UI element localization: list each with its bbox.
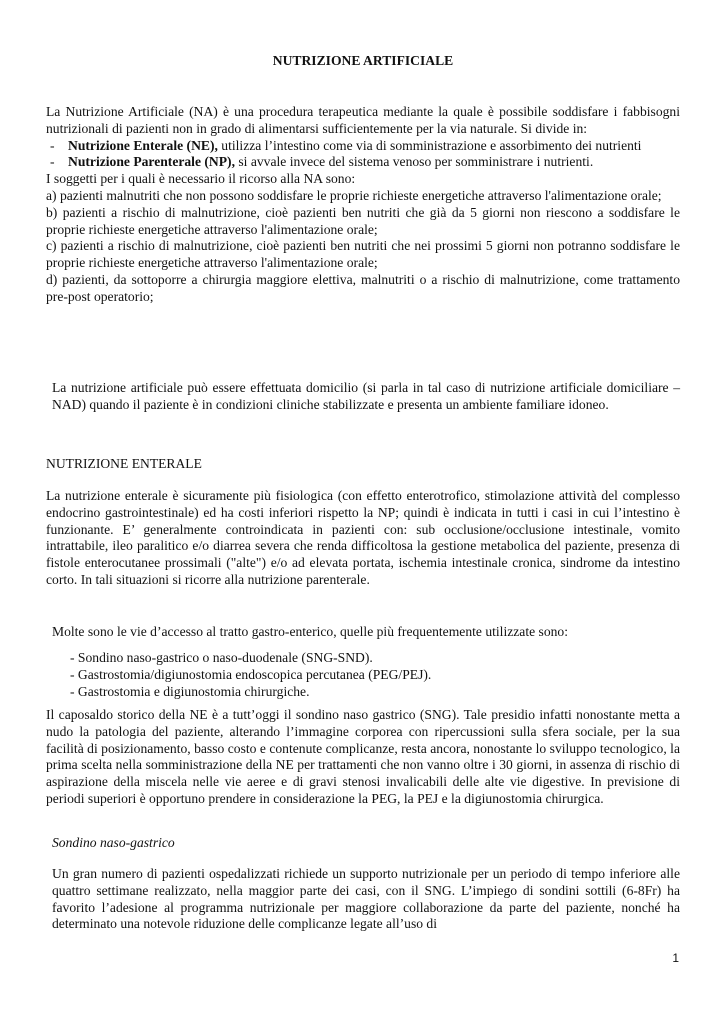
soggetti-item-a: a) pazienti malnutriti che non possono soddisfare le proprie richieste energetiche attraverso l'alimentazione orale; — [46, 187, 662, 203]
page-number: 1 — [672, 951, 679, 965]
soggetti-item-d: d) pazienti, da sottoporre a chirurgia maggiore elettiva, malnutriti o a rischio di malnutrizione, come trattamento pre-post operatorio; — [46, 271, 680, 304]
nad-paragraph: La nutrizione artificiale può essere effettuata domicilio (si parla in tal caso di nutrizione artificiale domiciliare –NAD) quando il paziente è in condizioni cliniche stabilizzate e presenta un ambiente familiare idoneo. — [52, 380, 680, 412]
na-type-term: Nutrizione Enterale (NE), — [68, 137, 218, 153]
na-type-term: Nutrizione Parenterale (NP), — [68, 154, 235, 170]
sondino-paragraph: Un gran numero di pazienti ospedalizzati richiede un supporto nutrizionale per un periodo di tempo inferiore alle quattro settimane realizzato, nella maggior parte dei casi, con il SNG. L’impiego di sondini sottili (6-8Fr) ha favorito l’adesione al programma nutrizionale per maggiore collaborazione da parte del paziente, nonché ha determinato una notevole riduzione delle complicanze legate all’uso di — [52, 866, 680, 932]
enterale-paragraph: La nutrizione enterale è sicuramente più fisiologica (con effetto enterotrofico, stimolazione attività del complesso endocrino gastrointestinale) ed ha costi inferiori rispetto la NP; quindi è indicata in tutti i casi in cui l’intestino è funzionante. E’ generalmente controindicata in pazienti con: sub occlusione/occlusione intestinale, vomito intrattabile, ileo paralitico e/o diarrea severa che renda difficoltosa la gestione metabolica del paziente, presenza di fistole enterocutanee prossimali ("alte") e/o ad elevata portata, ischemia intestinale cronica, sindrome da intestino corto. In tali situazioni si ricorre alla nutrizione parenterale. — [46, 488, 680, 587]
vie-accesso-intro: Molte sono le vie d’accesso al tratto gastro-enterico, quelle più frequentemente utilizzate sono: — [52, 624, 568, 639]
na-types-list — [46, 138, 680, 172]
soggetti-item-b: b) pazienti a rischio di malnutrizione, cioè pazienti ben nutriti che già da 5 giorni non riescono a soddisfare le proprie richieste energetiche attraverso l'alimentazione orale; — [46, 204, 680, 237]
na-type-item-enterale: - Nutrizione Enterale (NE), utilizza l’intestino come via di somministrazione e assorbimento dei nutrienti — [50, 137, 642, 153]
intro-paragraph: La Nutrizione Artificiale (NA) è una procedura terapeutica mediante la quale è possibile soddisfare i fabbisogni nutrizionali di pazienti non in grado di alimentarsi sufficientemente per la via naturale. Si divide in: — [46, 104, 680, 136]
na-type-desc: si avvale invece del sistema venoso per somministrare i nutrienti. — [234, 154, 594, 170]
intro-section — [46, 104, 680, 306]
vie-accesso-item: - Sondino naso-gastrico o naso-duodenale (SNG-SND). — [70, 650, 373, 665]
na-type-item-parenterale: - Nutrizione Parenterale (NP), si avvale invece del sistema venoso per somministrare i nutrienti. — [50, 154, 594, 170]
section-heading-sondino: Sondino naso-gastrico — [52, 835, 175, 850]
sng-paragraph: Il caposaldo storico della NE è a tutt’oggi il sondino naso gastrico (SNG). Tale presidio infatti nonostante metta a nudo la patologia del paziente, alterando l’immagine corporea con ripercussioni sulla sfera sociale, per la sua facilità di posizionamento, basso costo e contenute complicanze, resta ancora, nonostante lo sviluppo tecnologico, la prima scelta nella somministrazione della NE per trattamenti che non vanno oltre i 30 giorni, in assenza di rischio di aspirazione della miscela nelle vie aeree e di gravi stenosi invalicabili delle alte vie digestive. In previsione di periodi superiori è opportuno prendere in considerazione la PEG, la PEJ e la digiunostomia chirurgica. — [46, 707, 680, 806]
vie-accesso-item: - Gastrostomia/digiunostomia endoscopica percutanea (PEG/PEJ). — [70, 666, 432, 682]
document-title: NUTRIZIONE ARTIFICIALE — [272, 53, 454, 68]
section-heading-enterale: NUTRIZIONE ENTERALE — [46, 456, 202, 471]
vie-accesso-list — [70, 650, 680, 700]
na-type-desc: utilizza l’intestino come via di somministrazione e assorbimento dei nutrienti — [217, 137, 642, 153]
vie-accesso-item: - Gastrostomia e digiunostomia chirurgiche. — [70, 683, 310, 699]
soggetti-item-c: c) pazienti a rischio di malnutrizione, cioè pazienti ben nutriti che nei prossimi 5 giorni non potranno soddisfare le proprie richieste energetiche attraverso l'alimentazione orale; — [46, 238, 680, 271]
soggetti-intro: I soggetti per i quali è necessario il ricorso alla NA sono: — [46, 171, 356, 187]
